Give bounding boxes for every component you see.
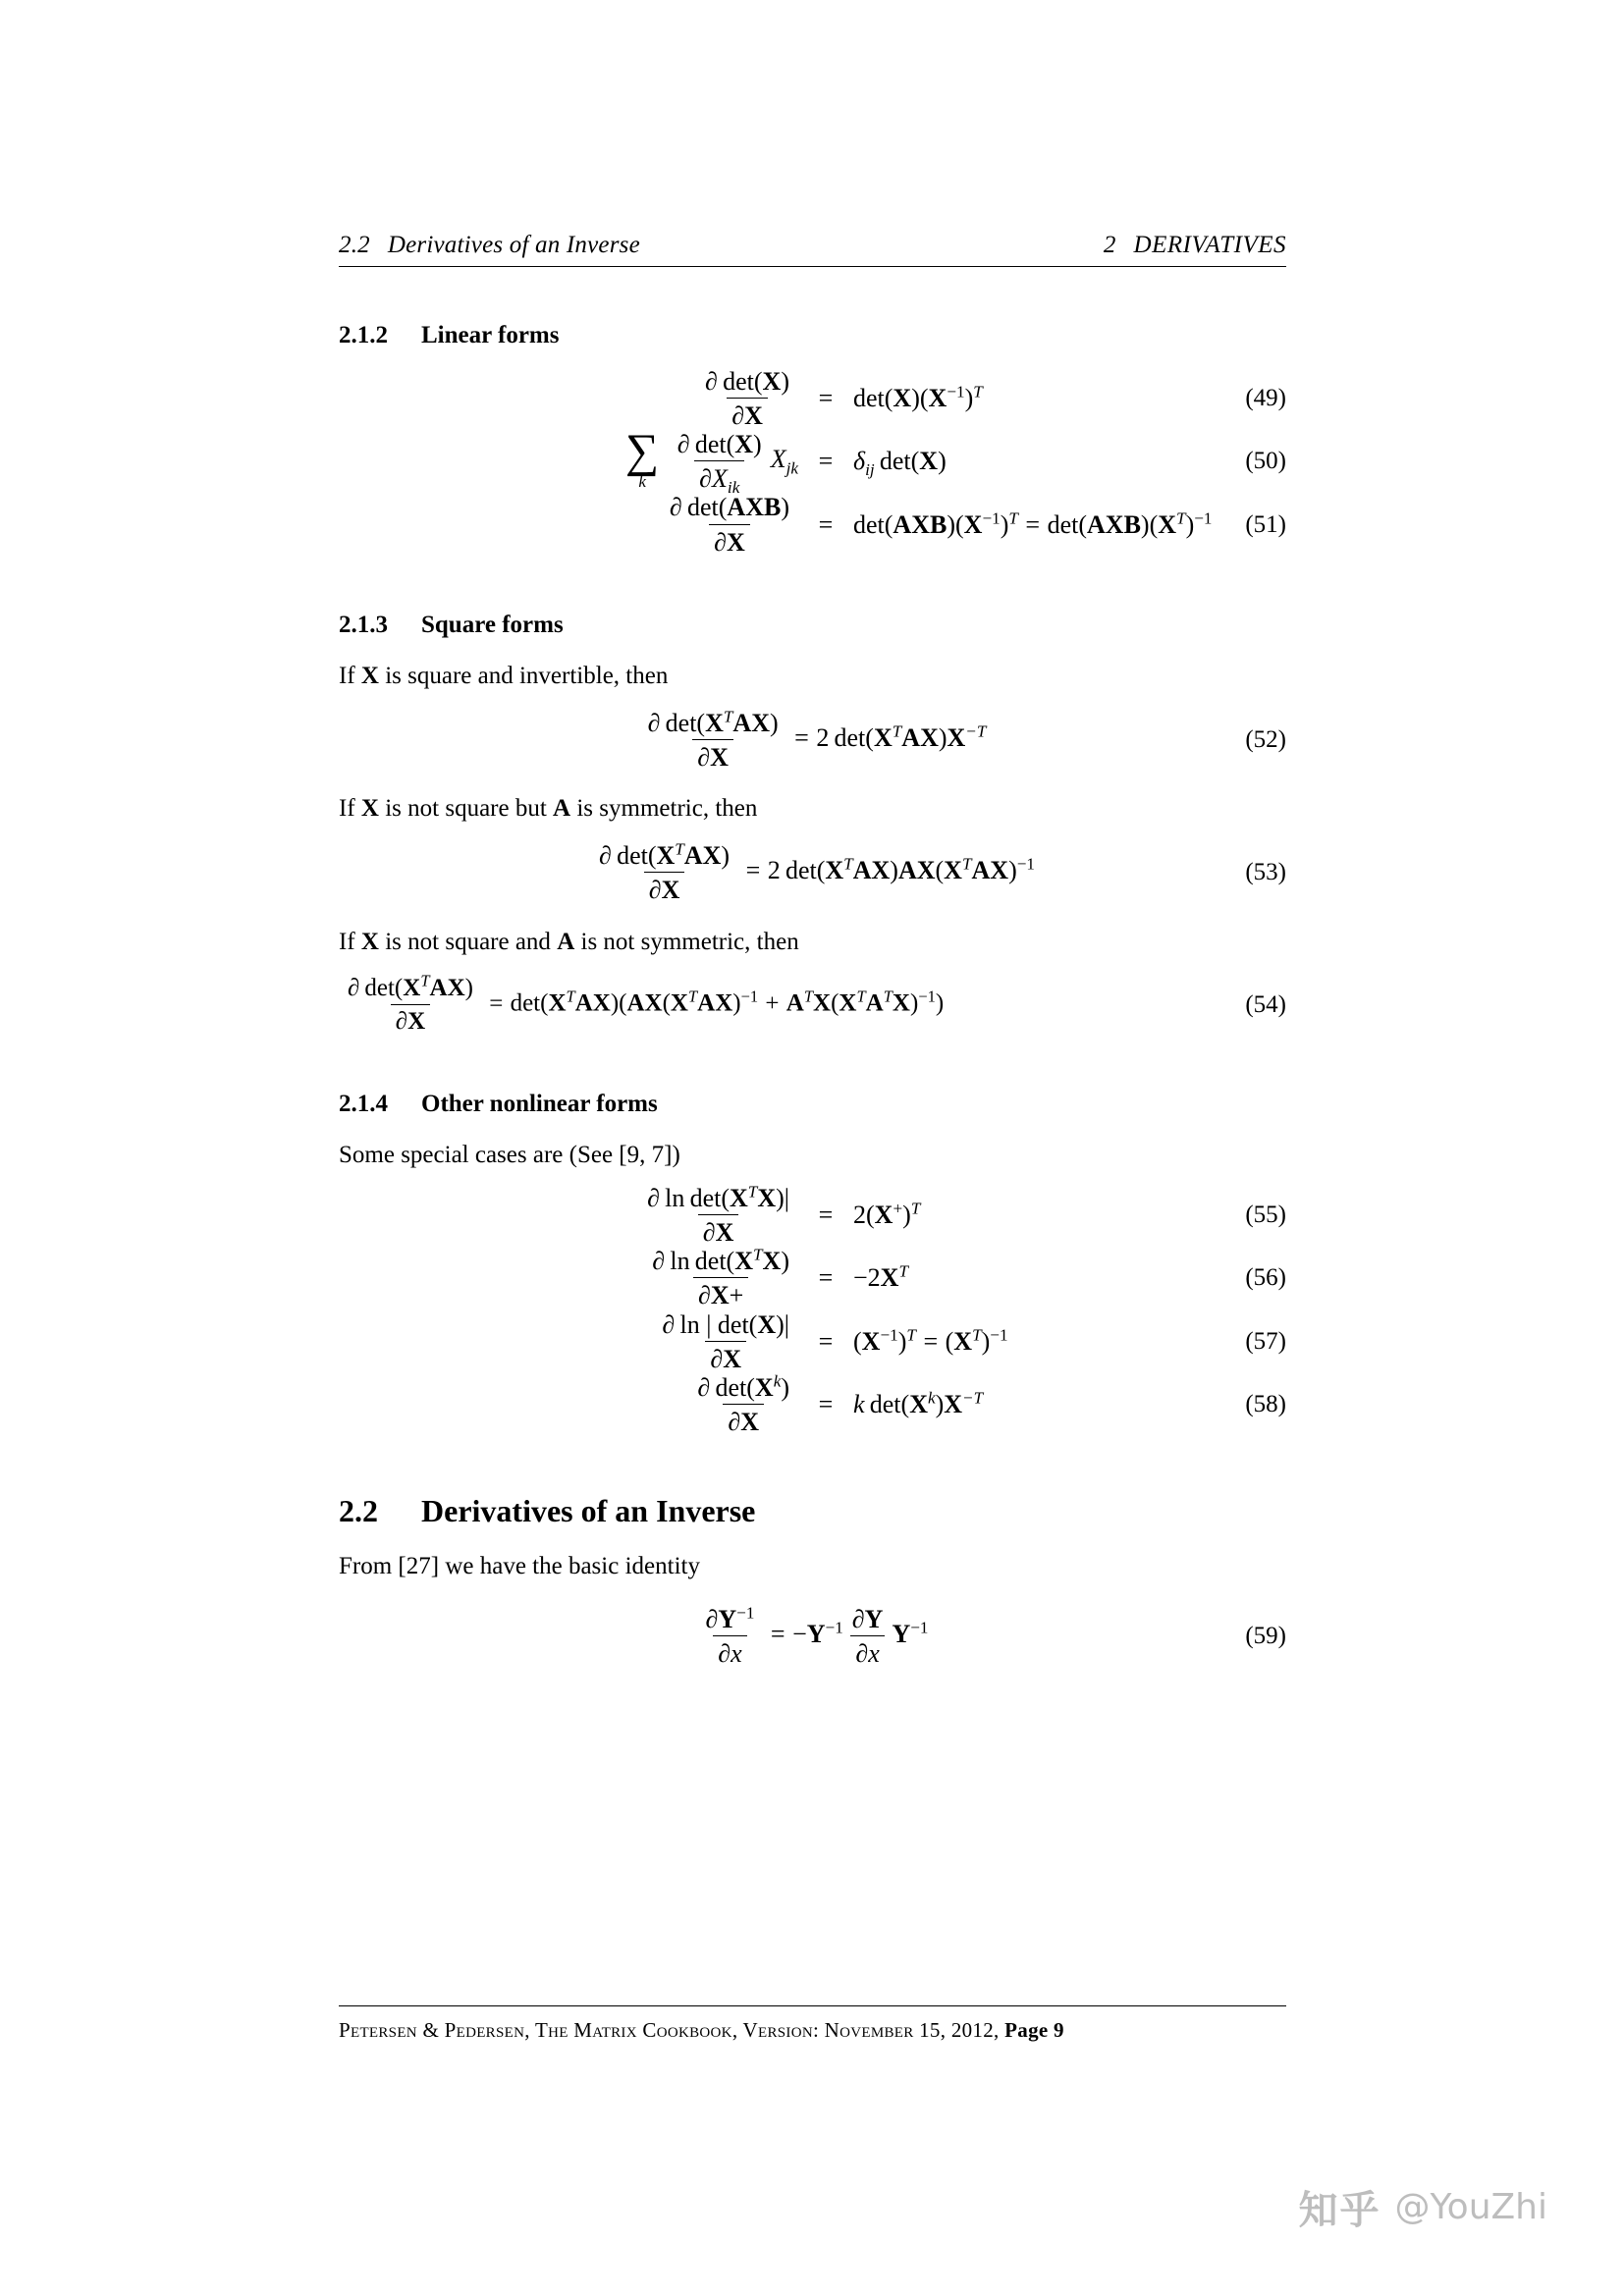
running-head-left-title: Derivatives of an Inverse — [387, 232, 640, 258]
text-fragment: is not square but — [378, 795, 554, 823]
text-fragment: is not symmetric, then — [574, 928, 799, 955]
equation-block-54 — [339, 971, 1286, 1036]
equation-53-body: $\frac{\partial \det(X^TAX)}{\partial X}$ = 2 $\det(X^TAX)AX(X^TAX)^{-1}$ — [599, 839, 1035, 905]
heading-2-1-3-title: Square forms — [421, 611, 564, 638]
equation-block-59 — [339, 1605, 1286, 1668]
equation-51-lhs: $\frac{\text{∂ det(AXB)}}{\partial X}$ — [669, 493, 789, 557]
running-head — [339, 232, 1286, 259]
footer-version: Version: November 15, 2012, — [742, 2018, 1000, 2042]
equation-57-number: (57) — [1245, 1327, 1286, 1355]
text-fragment: is square and invertible, then — [378, 662, 669, 689]
equation-56-rhs: $-2X^T$ — [853, 1261, 908, 1293]
equation-53-number: (53) — [1245, 859, 1286, 886]
text-fragment: If — [339, 928, 361, 955]
equation-56 — [339, 1247, 1286, 1309]
equation-51-rhs: $\det(AXB)(X^{-1})^T = \det(AXB)(X^T)^{-1}$ — [853, 507, 1213, 539]
text-fragment: is symmetric, then — [570, 795, 758, 823]
zhihu-logo: 知乎 — [1298, 2188, 1381, 2233]
equation-59-body: $\frac{\partial Y^{-1}}{\partial x}$ = $-Y^{-1}$ $\frac{\partial Y}{\partial x}$ $Y^{-1}$ — [705, 1603, 929, 1669]
equation-50-relation: = — [818, 447, 834, 476]
equation-56-relation: = — [818, 1263, 834, 1293]
equation-50 — [339, 425, 1286, 498]
text-fragment: If — [339, 662, 361, 689]
equation-56-lhs: $\frac{\partial \ln \det(X^TX)}{\partial X+}$ — [652, 1245, 789, 1310]
equation-55-relation: = — [818, 1201, 834, 1230]
equation-49-relation: = — [818, 384, 834, 413]
equation-51-relation: = — [818, 509, 834, 539]
running-head-right — [1104, 232, 1286, 259]
heading-2-1-3-number: 2.1.3 — [339, 611, 388, 638]
equation-group-nonlinear-forms — [339, 1184, 1286, 1436]
equation-59-number: (59) — [1245, 1623, 1286, 1650]
equation-57-relation: = — [818, 1326, 834, 1356]
equation-55-lhs: $\frac{\partial \ln \det(X^TX)|}{\partial X}$ — [647, 1182, 789, 1248]
equation-54 — [339, 971, 1286, 1036]
footer-authors: Petersen & Pedersen, — [339, 2018, 530, 2042]
running-head-right-title: DERIVATIVES — [1133, 232, 1286, 258]
text-fragment: is not square and — [378, 928, 558, 955]
heading-2-1-2-title: Linear forms — [421, 322, 560, 348]
equation-50-number: (50) — [1245, 448, 1286, 475]
paragraph-notsquare-nonsymmetric — [339, 927, 1286, 957]
heading-2-2-title: Derivatives of an Inverse — [421, 1492, 756, 1528]
equation-51-number: (51) — [1245, 510, 1286, 538]
equation-58 — [339, 1373, 1286, 1436]
equation-block-53 — [339, 841, 1286, 904]
equation-55 — [339, 1184, 1286, 1247]
equation-57-lhs: $\frac{\partial \ln | \det(X)|}{\partial X}$ — [662, 1309, 789, 1373]
equation-49 — [339, 367, 1286, 430]
equation-58-number: (58) — [1245, 1390, 1286, 1417]
equation-50-lhs: ∑ k $\frac{\partial \det(X)}{\partial X_{ik}}$ $X_{jk}$ — [625, 425, 798, 498]
equation-55-rhs: $2(X^+)^T$ — [853, 1199, 921, 1230]
equation-49-number: (49) — [1245, 385, 1286, 412]
paragraph-square-invertible — [339, 661, 1286, 691]
paragraph-notsquare-symmetric — [339, 793, 1286, 824]
text-fragment: If — [339, 795, 361, 823]
running-head-right-number: 2 — [1103, 232, 1116, 258]
symbol-a: A — [557, 928, 575, 955]
equation-56-number: (56) — [1245, 1264, 1286, 1292]
footer-rule — [339, 2005, 1286, 2006]
paragraph-special-cases: Some special cases are (See [9, 7]) — [339, 1141, 680, 1168]
heading-2-1-3 — [339, 612, 1286, 639]
footer-text — [339, 2018, 1286, 2043]
paragraph-from-27: From [27] we have the basic identity — [339, 1552, 700, 1579]
equation-49-lhs: $\frac{\partial \det(X)}{\partial X}$ — [705, 367, 789, 431]
equation-50-rhs: $\delta_{ij}$ det(X) — [853, 447, 947, 480]
equation-55-number: (55) — [1245, 1201, 1286, 1229]
equation-49-rhs: $\det(X)(X^{-1})^T$ — [853, 382, 983, 413]
symbol-x: X — [360, 662, 379, 689]
watermark-handle: @YouZhi — [1394, 2187, 1547, 2227]
equation-52-body: $\frac{\partial \det(X^TAX)}{\partial X}$ = 2 $\det(X^TAX)X^{-T}$ — [647, 707, 987, 773]
equation-59 — [339, 1605, 1286, 1668]
equation-57-rhs: $(X^{-1})^T = (X^T)^{-1}$ — [853, 1324, 1008, 1356]
footer-title: The Matrix Cookbook, — [534, 2018, 738, 2042]
page-content — [339, 232, 1286, 1668]
equation-52 — [339, 709, 1286, 772]
heading-2-1-2 — [339, 322, 1286, 349]
symbol-a: A — [553, 795, 571, 823]
equation-58-relation: = — [818, 1389, 834, 1418]
running-head-left-number: 2.2 — [339, 232, 370, 258]
symbol-x: X — [360, 795, 379, 823]
equation-block-52 — [339, 709, 1286, 772]
equation-58-rhs: k $\det(X^k)X^{-T}$ — [853, 1388, 984, 1418]
equation-group-linear-forms — [339, 367, 1286, 557]
header-rule — [339, 266, 1286, 267]
heading-2-2-number: 2.2 — [339, 1492, 378, 1528]
heading-2-1-4 — [339, 1091, 1286, 1118]
equation-54-body: $\frac{\partial \det(X^TAX)}{\partial X}$ = $\det(X^TAX)(AX(X^TAX)^{-1} + A^TX(X^TA^TX)^{-1})$ — [348, 971, 945, 1035]
equation-58-lhs: $\frac{\partial \det(X^k)}{\partial X}$ — [697, 1371, 789, 1436]
running-head-left — [339, 232, 640, 259]
heading-2-2 — [339, 1493, 1286, 1529]
symbol-x: X — [360, 928, 379, 955]
watermark — [1298, 2179, 1547, 2235]
equation-52-number: (52) — [1245, 726, 1286, 754]
equation-57 — [339, 1310, 1286, 1373]
equation-54-number: (54) — [1245, 990, 1286, 1018]
heading-2-1-2-number: 2.1.2 — [339, 322, 388, 348]
equation-53 — [339, 841, 1286, 904]
heading-2-1-4-number: 2.1.4 — [339, 1090, 388, 1117]
footer-page-number: Page 9 — [1004, 2018, 1064, 2042]
heading-2-1-4-title: Other nonlinear forms — [421, 1090, 658, 1117]
page-footer — [339, 2005, 1286, 2043]
equation-51 — [339, 493, 1286, 556]
